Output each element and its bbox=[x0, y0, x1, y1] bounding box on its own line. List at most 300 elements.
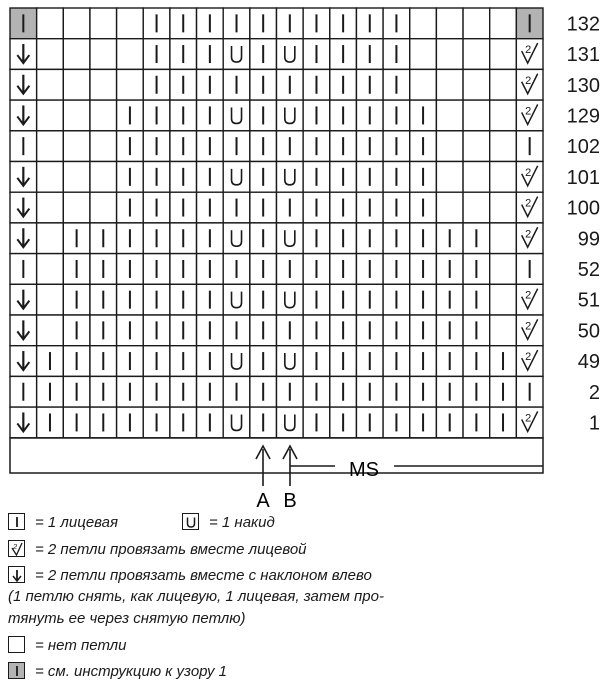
chart-cell bbox=[63, 69, 90, 100]
row-number: 102 bbox=[566, 136, 600, 159]
chart-cell bbox=[330, 8, 357, 39]
chart-cell bbox=[330, 192, 357, 223]
chart-cell bbox=[197, 100, 224, 131]
chart-cell bbox=[463, 69, 490, 100]
chart-cell bbox=[303, 162, 330, 193]
chart-cell bbox=[516, 39, 543, 70]
chart-cell bbox=[303, 69, 330, 100]
chart-cell bbox=[463, 315, 490, 346]
chart-cell bbox=[383, 100, 410, 131]
svg-text:2: 2 bbox=[525, 74, 532, 87]
row-number: 131 bbox=[566, 44, 600, 67]
chart-cell bbox=[330, 284, 357, 315]
chart-cell bbox=[37, 315, 64, 346]
chart-cell bbox=[490, 69, 517, 100]
row-number: 49 bbox=[577, 351, 600, 374]
chart-cell bbox=[356, 407, 383, 438]
chart-cell bbox=[356, 100, 383, 131]
chart-cell bbox=[410, 284, 437, 315]
chart-cell bbox=[143, 223, 170, 254]
chart-cell bbox=[37, 39, 64, 70]
chart-cell bbox=[303, 254, 330, 285]
chart-cell bbox=[330, 131, 357, 162]
chart-cell bbox=[383, 192, 410, 223]
chart-cell bbox=[463, 254, 490, 285]
chart-cell bbox=[277, 8, 304, 39]
row-number: 2 bbox=[588, 381, 600, 404]
chart-cell bbox=[250, 315, 277, 346]
chart-cell bbox=[383, 315, 410, 346]
chart-cell bbox=[143, 376, 170, 407]
chart-cell bbox=[436, 315, 463, 346]
chart-cell bbox=[516, 131, 543, 162]
chart-cell bbox=[90, 8, 117, 39]
chart-cell bbox=[90, 346, 117, 377]
chart-cell bbox=[63, 39, 90, 70]
row-number-column bbox=[567, 13, 600, 434]
svg-text:2: 2 bbox=[525, 412, 532, 425]
chart-cell bbox=[250, 376, 277, 407]
chart-cell bbox=[223, 131, 250, 162]
chart-cell bbox=[356, 8, 383, 39]
chart-cell bbox=[250, 192, 277, 223]
chart-cell bbox=[223, 8, 250, 39]
chart-cell bbox=[516, 407, 543, 438]
chart-cell bbox=[490, 315, 517, 346]
chart-cell bbox=[90, 131, 117, 162]
legend-yarn-over: = 1 накид bbox=[182, 513, 275, 532]
chart-cell bbox=[330, 315, 357, 346]
chart-cell bbox=[197, 162, 224, 193]
chart-cell bbox=[303, 284, 330, 315]
chart-cell bbox=[277, 162, 304, 193]
chart-cell bbox=[410, 223, 437, 254]
chart-cell bbox=[143, 8, 170, 39]
chart-cell bbox=[63, 131, 90, 162]
chart-cell bbox=[410, 376, 437, 407]
chart-cell bbox=[303, 376, 330, 407]
chart-cell bbox=[143, 346, 170, 377]
svg-text:2: 2 bbox=[13, 542, 18, 551]
chart-cell bbox=[10, 100, 37, 131]
row-number: 52 bbox=[577, 258, 600, 281]
chart-cell bbox=[277, 284, 304, 315]
chart-cell bbox=[10, 376, 37, 407]
chart-cell bbox=[197, 376, 224, 407]
chart-cell bbox=[37, 407, 64, 438]
svg-text:2: 2 bbox=[525, 351, 532, 364]
chart-cell bbox=[303, 100, 330, 131]
chart-cell bbox=[143, 100, 170, 131]
chart-cell bbox=[277, 192, 304, 223]
chart-cell bbox=[383, 8, 410, 39]
chart-cell bbox=[10, 223, 37, 254]
chart-cell bbox=[170, 192, 197, 223]
chart-cell bbox=[37, 162, 64, 193]
chart-cell bbox=[170, 284, 197, 315]
chart-cell bbox=[63, 407, 90, 438]
chart-grid bbox=[10, 8, 543, 438]
chart-cell bbox=[250, 39, 277, 70]
row-number: 50 bbox=[577, 320, 600, 343]
chart-cell bbox=[117, 192, 144, 223]
chart-cell bbox=[303, 39, 330, 70]
chart-cell bbox=[277, 100, 304, 131]
chart-cell bbox=[10, 8, 37, 39]
chart-cell bbox=[117, 254, 144, 285]
chart-cell bbox=[223, 100, 250, 131]
yarn-over-icon bbox=[182, 513, 199, 530]
chart-cell bbox=[197, 346, 224, 377]
center-markers bbox=[10, 438, 543, 510]
chart-cell bbox=[410, 192, 437, 223]
chart-cell bbox=[10, 346, 37, 377]
chart-cell bbox=[436, 100, 463, 131]
chart-cell bbox=[356, 284, 383, 315]
chart-cell bbox=[197, 131, 224, 162]
chart-cell bbox=[197, 39, 224, 70]
chart-cell bbox=[90, 223, 117, 254]
chart-cell bbox=[37, 346, 64, 377]
chart-cell bbox=[117, 346, 144, 377]
chart-cell bbox=[63, 346, 90, 377]
chart-cell bbox=[197, 223, 224, 254]
row-number: 101 bbox=[566, 166, 600, 189]
chart-cell bbox=[490, 407, 517, 438]
chart-cell bbox=[463, 284, 490, 315]
chart-cell bbox=[223, 39, 250, 70]
chart-cell bbox=[277, 346, 304, 377]
chart-cell bbox=[277, 407, 304, 438]
chart-cell bbox=[117, 69, 144, 100]
chart-cell bbox=[117, 315, 144, 346]
shaded-knit-icon bbox=[8, 662, 25, 679]
chart-cell bbox=[90, 69, 117, 100]
chart-cell bbox=[383, 376, 410, 407]
chart-cell bbox=[143, 254, 170, 285]
chart-cell bbox=[37, 284, 64, 315]
chart-cell bbox=[90, 100, 117, 131]
chart-cell bbox=[383, 69, 410, 100]
chart-cell bbox=[250, 223, 277, 254]
chart-cell bbox=[223, 284, 250, 315]
chart-cell bbox=[516, 315, 543, 346]
chart-cell bbox=[356, 223, 383, 254]
chart-cell bbox=[63, 192, 90, 223]
chart-cell bbox=[463, 223, 490, 254]
chart-cell bbox=[463, 376, 490, 407]
chart-cell bbox=[436, 162, 463, 193]
svg-text:2: 2 bbox=[525, 320, 532, 333]
chart-cell bbox=[10, 69, 37, 100]
chart-cell bbox=[410, 254, 437, 285]
chart-cell bbox=[383, 284, 410, 315]
chart-cell bbox=[490, 346, 517, 377]
chart-cell bbox=[330, 39, 357, 70]
chart-cell bbox=[303, 192, 330, 223]
chart-cell bbox=[117, 100, 144, 131]
chart-cell bbox=[170, 131, 197, 162]
svg-text:2: 2 bbox=[525, 197, 532, 210]
chart-cell bbox=[490, 39, 517, 70]
chart-cell bbox=[303, 407, 330, 438]
chart-cell bbox=[410, 8, 437, 39]
chart-cell bbox=[90, 284, 117, 315]
chart-cell bbox=[250, 8, 277, 39]
chart-cell bbox=[63, 315, 90, 346]
chart-cell bbox=[356, 254, 383, 285]
legend-ssk-note-2: тянуть ее через снятую петлю) bbox=[8, 610, 246, 627]
chart-cell bbox=[356, 376, 383, 407]
chart-cell bbox=[277, 315, 304, 346]
chart-cell bbox=[197, 254, 224, 285]
chart-cell bbox=[516, 192, 543, 223]
chart-cell bbox=[63, 223, 90, 254]
chart-cell bbox=[250, 69, 277, 100]
chart-cell bbox=[223, 69, 250, 100]
chart-cell bbox=[10, 254, 37, 285]
chart-cell bbox=[436, 131, 463, 162]
chart-cell bbox=[170, 8, 197, 39]
chart-cell bbox=[170, 69, 197, 100]
chart-cell bbox=[90, 376, 117, 407]
chart-cell bbox=[197, 315, 224, 346]
svg-text:2: 2 bbox=[525, 44, 532, 57]
chart-cell bbox=[463, 162, 490, 193]
chart-cell bbox=[63, 376, 90, 407]
legend-no-stitch: = нет петли bbox=[8, 636, 126, 655]
legend-ssk-note-1: (1 петлю снять, как лицевую, 1 лицевая, затем про- bbox=[8, 588, 384, 605]
chart-cell bbox=[197, 284, 224, 315]
chart-cell bbox=[490, 162, 517, 193]
chart-cell bbox=[463, 39, 490, 70]
chart-cell bbox=[37, 223, 64, 254]
chart-cell bbox=[117, 407, 144, 438]
chart-cell bbox=[330, 223, 357, 254]
chart-cell bbox=[143, 39, 170, 70]
legend-ssk: = 2 петли провязать вместе с наклоном влево bbox=[8, 566, 372, 585]
chart-cell bbox=[170, 315, 197, 346]
chart-cell bbox=[410, 100, 437, 131]
chart-cell bbox=[277, 223, 304, 254]
chart-cell bbox=[490, 376, 517, 407]
chart-cell bbox=[223, 346, 250, 377]
chart-cell bbox=[10, 162, 37, 193]
chart-cell bbox=[63, 254, 90, 285]
chart-cell bbox=[223, 376, 250, 407]
chart-cell bbox=[356, 39, 383, 70]
chart-cell bbox=[37, 8, 64, 39]
chart-cell bbox=[516, 69, 543, 100]
chart-cell bbox=[250, 100, 277, 131]
row-number: 132 bbox=[566, 13, 600, 36]
chart-cell bbox=[197, 192, 224, 223]
chart-cell bbox=[143, 192, 170, 223]
chart-cell bbox=[197, 8, 224, 39]
chart-cell bbox=[410, 131, 437, 162]
chart-cell bbox=[117, 223, 144, 254]
chart-cell bbox=[170, 100, 197, 131]
chart-cell bbox=[330, 254, 357, 285]
chart-cell bbox=[436, 284, 463, 315]
row-number: 99 bbox=[577, 228, 600, 251]
chart-cell bbox=[170, 223, 197, 254]
chart-cell bbox=[330, 162, 357, 193]
chart-cell bbox=[117, 131, 144, 162]
chart-cell bbox=[356, 69, 383, 100]
chart-cell bbox=[10, 39, 37, 70]
chart-cell bbox=[90, 254, 117, 285]
chart-cell bbox=[63, 162, 90, 193]
chart-cell bbox=[223, 192, 250, 223]
chart-cell bbox=[250, 284, 277, 315]
chart-cell bbox=[90, 315, 117, 346]
chart-cell bbox=[516, 8, 543, 39]
legend-k2tog: 2 = 2 петли провязать вместе лицевой bbox=[8, 540, 307, 559]
chart-cell bbox=[10, 407, 37, 438]
legend-knit: = 1 лицевая bbox=[8, 513, 118, 532]
chart-cell bbox=[410, 346, 437, 377]
chart-cell bbox=[303, 8, 330, 39]
chart-cell bbox=[356, 315, 383, 346]
row-number: 100 bbox=[566, 197, 600, 220]
chart-cell bbox=[410, 315, 437, 346]
chart-cell bbox=[63, 284, 90, 315]
chart-cell bbox=[436, 192, 463, 223]
chart-cell bbox=[143, 131, 170, 162]
row-number: 130 bbox=[566, 74, 600, 97]
chart-cell bbox=[117, 8, 144, 39]
chart-cell bbox=[223, 162, 250, 193]
chart-cell bbox=[197, 407, 224, 438]
chart-cell bbox=[303, 131, 330, 162]
chart-cell bbox=[117, 376, 144, 407]
ms-label: MS bbox=[349, 459, 379, 481]
chart-cell bbox=[436, 346, 463, 377]
empty-cell-icon bbox=[8, 636, 25, 653]
chart-cell bbox=[463, 100, 490, 131]
chart-cell bbox=[250, 346, 277, 377]
chart-cell bbox=[37, 192, 64, 223]
chart-cell bbox=[277, 254, 304, 285]
chart-cell bbox=[516, 162, 543, 193]
marker-a: A bbox=[256, 490, 270, 510]
chart-cell bbox=[436, 39, 463, 70]
chart-cell bbox=[463, 8, 490, 39]
chart-cell bbox=[10, 284, 37, 315]
chart-cell bbox=[516, 284, 543, 315]
legend-pattern-ref: = см. инструкцию к узору 1 bbox=[8, 662, 227, 681]
chart-cell bbox=[170, 254, 197, 285]
chart-cell bbox=[170, 39, 197, 70]
chart-cell bbox=[170, 346, 197, 377]
knit-stitch-icon bbox=[8, 513, 25, 530]
chart-cell bbox=[37, 69, 64, 100]
chart-cell bbox=[90, 407, 117, 438]
chart-cell bbox=[490, 254, 517, 285]
chart-cell bbox=[90, 39, 117, 70]
chart-cell bbox=[490, 284, 517, 315]
chart-cell bbox=[436, 69, 463, 100]
chart-cell bbox=[516, 223, 543, 254]
chart-cell bbox=[463, 407, 490, 438]
chart-cell bbox=[143, 315, 170, 346]
chart-cell bbox=[37, 376, 64, 407]
chart-cell bbox=[170, 162, 197, 193]
chart-cell bbox=[143, 69, 170, 100]
row-number: 51 bbox=[577, 289, 600, 312]
chart-cell bbox=[223, 254, 250, 285]
chart-cell bbox=[223, 407, 250, 438]
chart-cell bbox=[90, 162, 117, 193]
chart-cell bbox=[223, 223, 250, 254]
chart-cell bbox=[410, 69, 437, 100]
chart-cell bbox=[250, 162, 277, 193]
chart-cell bbox=[330, 69, 357, 100]
chart-cell bbox=[516, 254, 543, 285]
chart-cell bbox=[143, 284, 170, 315]
chart-cell bbox=[277, 376, 304, 407]
chart-cell bbox=[250, 131, 277, 162]
chart-cell bbox=[143, 407, 170, 438]
chart-cell bbox=[436, 407, 463, 438]
chart-cell bbox=[516, 346, 543, 377]
svg-text:2: 2 bbox=[525, 166, 532, 179]
svg-text:2: 2 bbox=[525, 289, 532, 302]
chart-cell bbox=[330, 346, 357, 377]
chart-cell bbox=[436, 254, 463, 285]
chart-cell bbox=[383, 346, 410, 377]
marker-b: B bbox=[283, 490, 297, 510]
chart-cell bbox=[197, 69, 224, 100]
chart-cell bbox=[117, 39, 144, 70]
chart-cell bbox=[383, 407, 410, 438]
chart-cell bbox=[10, 315, 37, 346]
chart-cell bbox=[143, 162, 170, 193]
chart-cell bbox=[170, 407, 197, 438]
chart-cell bbox=[410, 39, 437, 70]
chart-cell bbox=[277, 39, 304, 70]
k2tog-icon bbox=[8, 540, 25, 557]
chart-cell bbox=[37, 131, 64, 162]
chart-cell bbox=[463, 192, 490, 223]
chart-cell bbox=[303, 346, 330, 377]
chart-cell bbox=[383, 254, 410, 285]
chart-cell bbox=[383, 223, 410, 254]
chart-cell bbox=[410, 162, 437, 193]
row-number: 129 bbox=[566, 105, 600, 128]
chart-cell bbox=[356, 346, 383, 377]
chart-cell bbox=[463, 346, 490, 377]
row-number: 1 bbox=[588, 412, 600, 435]
chart-cell bbox=[37, 254, 64, 285]
chart-cell bbox=[383, 39, 410, 70]
chart-cell bbox=[330, 376, 357, 407]
chart-cell bbox=[63, 100, 90, 131]
chart-cell bbox=[330, 100, 357, 131]
chart-cell bbox=[330, 407, 357, 438]
chart-cell bbox=[277, 69, 304, 100]
chart-cell bbox=[277, 131, 304, 162]
chart-cell bbox=[37, 100, 64, 131]
chart-cell bbox=[117, 284, 144, 315]
chart-cell bbox=[410, 407, 437, 438]
chart-cell bbox=[250, 407, 277, 438]
chart-cell bbox=[303, 315, 330, 346]
chart-cell bbox=[490, 8, 517, 39]
svg-text:2: 2 bbox=[525, 105, 532, 118]
chart-cell bbox=[490, 100, 517, 131]
